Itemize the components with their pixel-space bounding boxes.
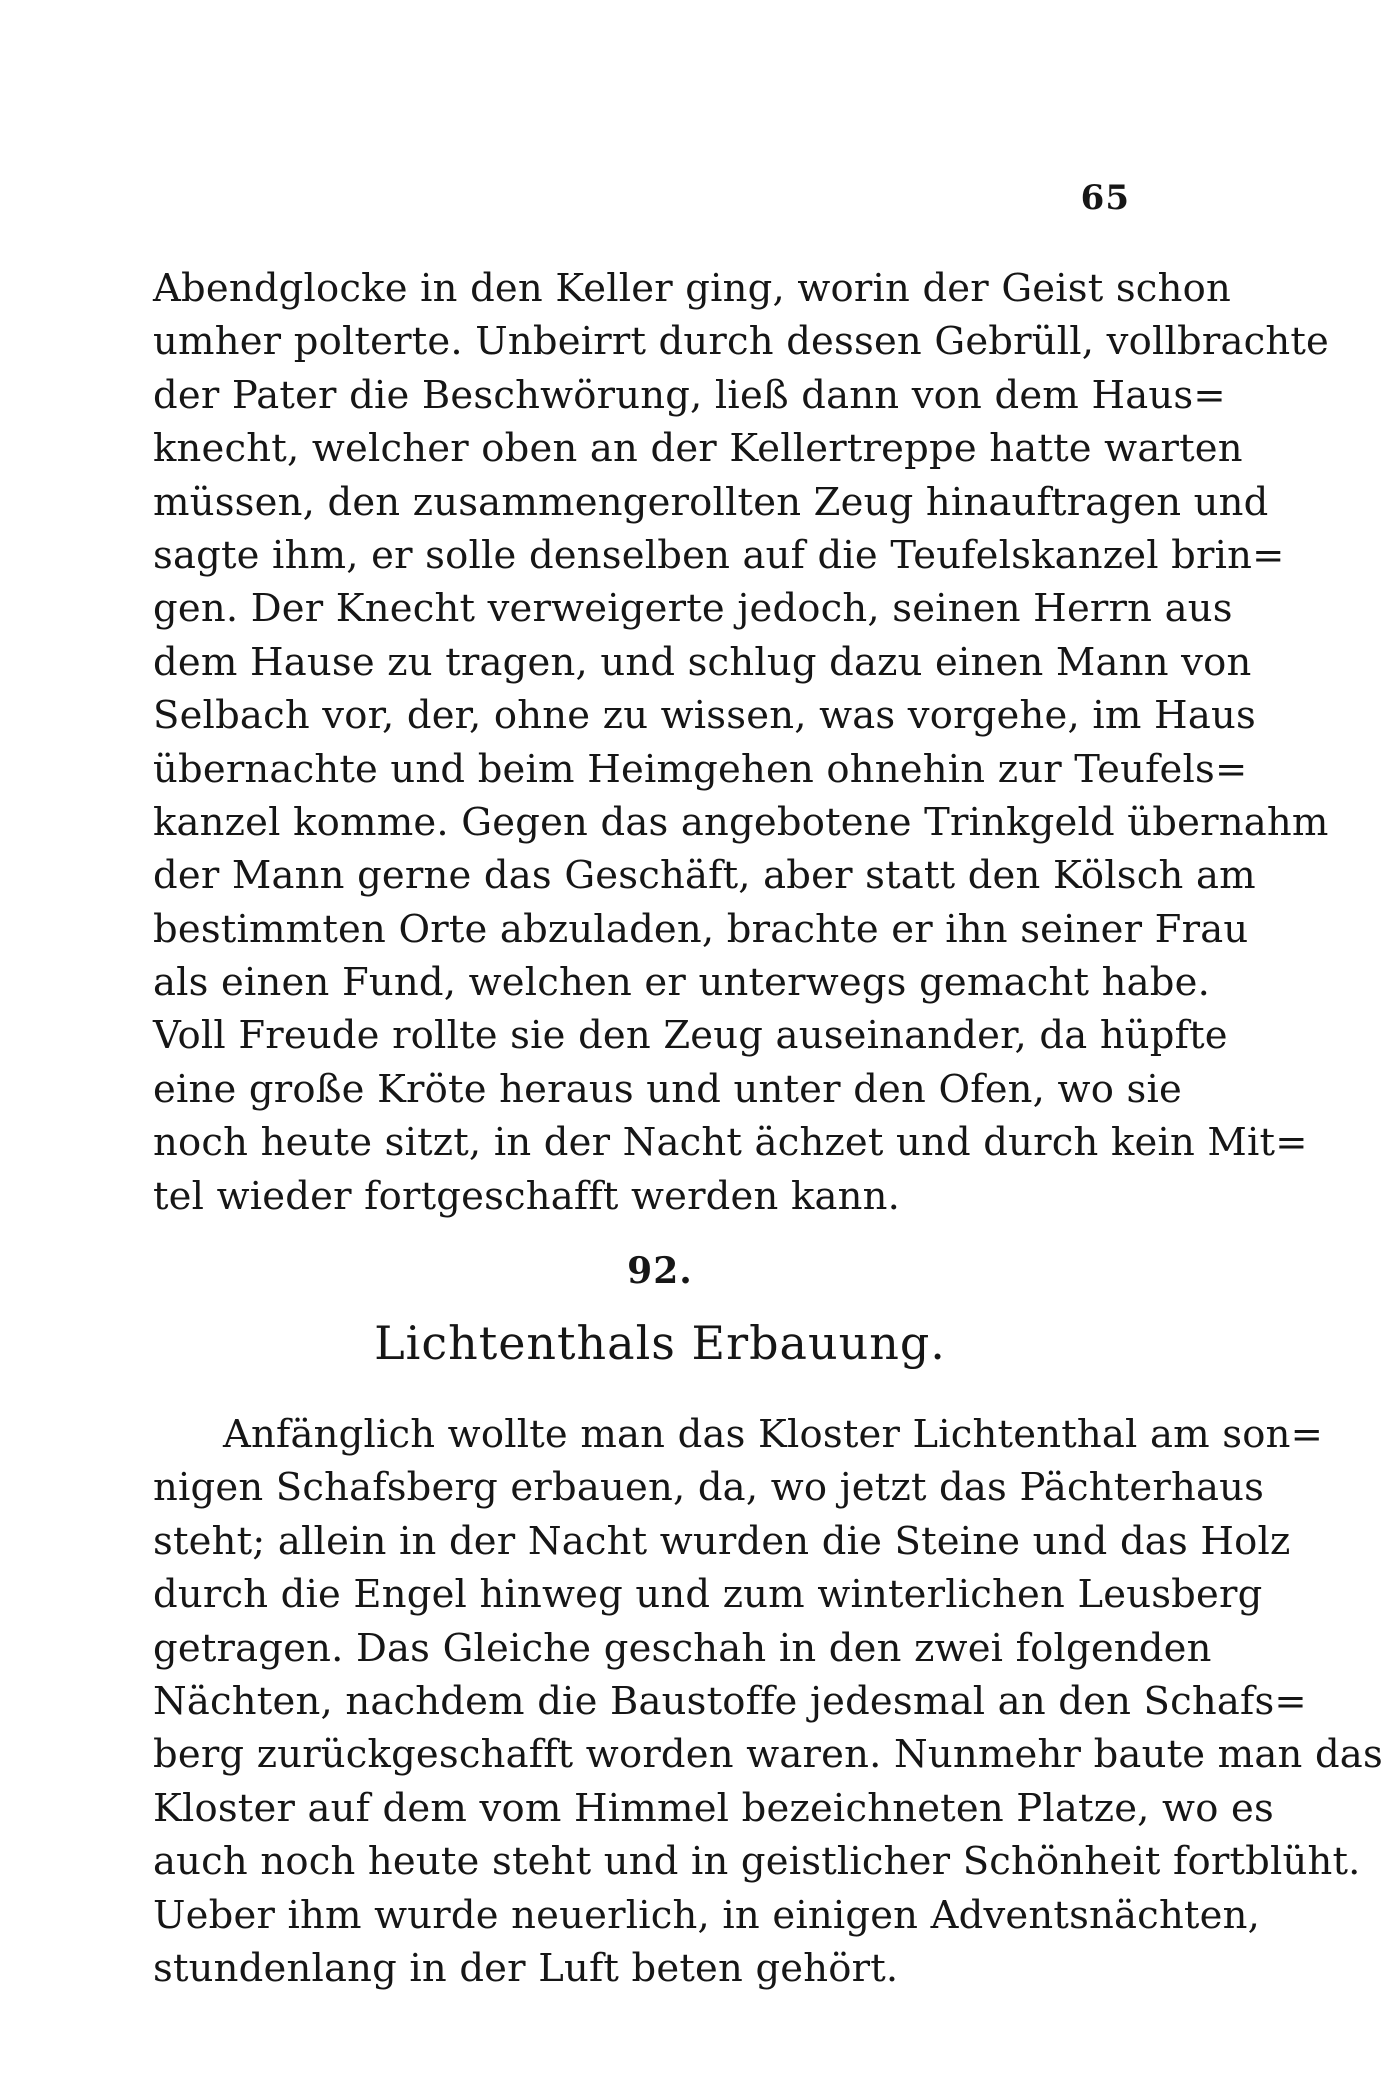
text-line: Voll Freude rollte sie den Zeug auseinander, da hüpfte — [153, 1013, 1228, 1059]
text-line: Kloster auf dem vom Himmel bezeichneten Platze, wo es — [153, 1785, 1274, 1831]
text-line: Anfänglich wollte man das Kloster Lichtenthal am son= — [223, 1412, 1324, 1457]
text-line: steht; allein in der Nacht wurden die Steine und das Holz — [153, 1518, 1291, 1564]
text-line: übernachte und beim Heimgehen ohnehin zur Teufels= — [153, 746, 1248, 792]
text-line: der Pater die Beschwörung, ließ dann von dem Haus= — [153, 372, 1226, 418]
text-line: auch noch heute steht und in geistlicher Schönheit fortblüht. — [153, 1839, 1361, 1885]
text-line: als einen Fund, welchen er unterwegs gemacht habe. — [153, 960, 1211, 1006]
text-line: eine große Kröte heraus und unter den Ofen, wo sie — [153, 1066, 1182, 1112]
page-number: 65 — [1080, 178, 1130, 218]
text-line: nigen Schafsberg erbauen, da, wo jetzt das Pächterhaus — [153, 1465, 1265, 1511]
text-line: Nächten, nachdem die Baustoffe jedesmal an den Schafs= — [153, 1678, 1307, 1724]
text-line: umher polterte. Unbeirrt durch dessen Gebrüll, vollbrachte — [153, 319, 1330, 365]
text-line: dem Hause zu tragen, und schlug dazu einen Mann von — [153, 639, 1252, 685]
paragraph-continued — [153, 262, 1330, 1223]
text-line: müssen, den zusammengerollten Zeug hinauftragen und — [153, 479, 1269, 525]
text-line: stundenlang in der Luft beten gehört. — [153, 1945, 899, 1991]
text-line: Ueber ihm wurde neuerlich, in einigen Adventsnächten, — [153, 1892, 1261, 1938]
text-line: Selbach vor, der, ohne zu wissen, was vorgehe, im Haus — [153, 693, 1256, 739]
text-line: bestimmten Orte abzuladen, brachte er ihn seiner Frau — [153, 906, 1249, 952]
text-line: Abendglocke in den Keller ging, worin der Geist schon — [153, 266, 1231, 311]
text-line: getragen. Das Gleiche geschah in den zwei folgenden — [153, 1625, 1212, 1671]
text-line: tel wieder fortgeschafft werden kann. — [153, 1173, 901, 1219]
section-number: 92. — [627, 1250, 693, 1292]
text-line: knecht, welcher oben an der Kellertreppe hatte warten — [153, 426, 1243, 472]
text-line: noch heute sitzt, in der Nacht ächzet und durch kein Mit= — [153, 1120, 1308, 1166]
text-line: gen. Der Knecht verweigerte jedoch, seinen Herrn aus — [153, 586, 1233, 632]
text-line: der Mann gerne das Geschäft, aber statt den Kölsch am — [153, 853, 1256, 899]
text-line: berg zurückgeschafft worden waren. Nunmehr baute man das — [153, 1732, 1383, 1778]
text-line: sagte ihm, er solle denselben auf die Teufelskanzel brin= — [153, 532, 1285, 578]
section-title: Lichtenthals Erbauung. — [374, 1316, 946, 1370]
text-line: kanzel komme. Gegen das angebotene Trinkgeld übernahm — [153, 799, 1329, 845]
text-line: durch die Engel hinweg und zum winterlichen Leusberg — [153, 1572, 1263, 1618]
paragraph-section-92 — [153, 1408, 1383, 1995]
